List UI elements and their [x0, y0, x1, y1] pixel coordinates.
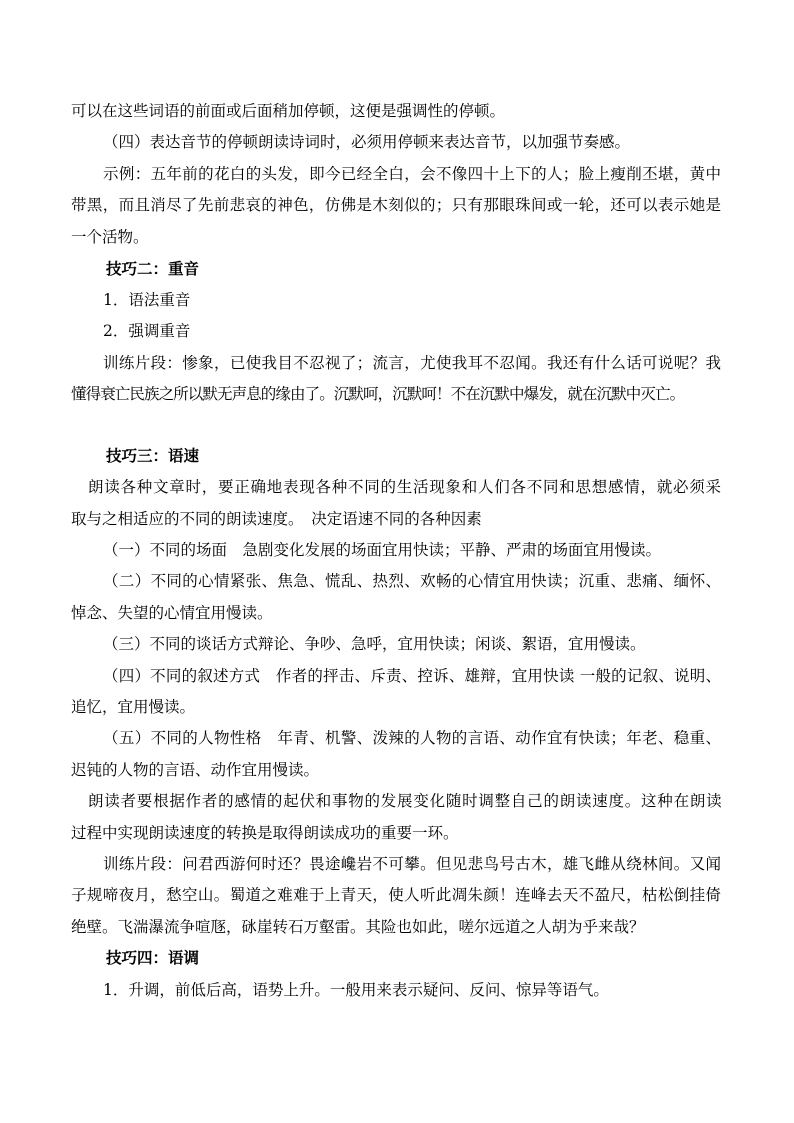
- text-line: （二）不同的心情紧张、焦急、慌乱、热烈、欢畅的心情宜用快读；沉重、悲痛、缅怀、: [103, 572, 721, 590]
- text-line: 可以在这些词语的前面或后面稍加停顿，这便是强调性的停顿。: [71, 102, 506, 120]
- text-line: 一个活物。: [71, 228, 149, 246]
- text-line: 懂得衰亡民族之所以默无声息的缘由了。沉默呵，沉默呵！不在沉默中爆发，就在沉默中灭亡。: [71, 385, 685, 403]
- list-item: 2．强调重音: [103, 322, 191, 340]
- list-item: 1．语法重音: [103, 291, 191, 309]
- section-heading: 技巧二：重音: [106, 259, 200, 278]
- text-line: （四）表达音节的停顿朗读诗词时，必须用停顿来表达音节，以加强节奏感。: [103, 133, 631, 151]
- section-heading: 技巧三：语速: [106, 446, 200, 465]
- text-line: （四）不同的叙述方式 作者的抨击、斥责、控诉、雄辩，宜用快读 一般的记叙、说明、: [103, 667, 721, 685]
- list-item: 1．升调，前低后高，语势上升。一般用来表示疑问、反问、惊异等语气。: [103, 981, 609, 999]
- text-line: 子规啼夜月，愁空山。蜀道之难难于上青天，使人听此凋朱颜！连峰去天不盈尺，枯松倒挂倚: [71, 886, 721, 904]
- text-line: 示例：五年前的花白的头发，即今已经全白，会不像四十上下的人；脸上瘦削丕堪，黄中: [103, 165, 721, 183]
- text-line: 绝壁。飞湍瀑流争喧豗，砯崖转石万壑雷。其险也如此，嗟尔远道之人胡为乎来哉？: [71, 918, 645, 936]
- text-line: 追忆，宜用慢读。: [71, 698, 196, 716]
- text-line: 带黑，而且消尽了先前悲哀的神色，仿佛是木刻似的；只有那眼珠间或一轮，还可以表示她是: [71, 196, 721, 214]
- text-line: （三）不同的谈话方式辩论、争吵、急呼，宜用快读；闲谈、絮语，宜用慢读。: [103, 635, 646, 653]
- text-line: 取与之相适应的不同的朗读速度。 决定语速不同的各种因素: [71, 510, 482, 528]
- text-line: （五）不同的人物性格 年青、机警、泼辣的人物的言语、动作宜有快读；年老、稳重、: [103, 729, 721, 747]
- text-line: 训练片段：惨象，已使我目不忍视了；流言，尤使我耳不忍闻。我还有什么话可说呢？我: [103, 354, 721, 372]
- text-line: 悼念、失望的心情宜用慢读。: [71, 604, 273, 622]
- text-line: 朗读者要根据作者的感情的起伏和事物的发展变化随时调整自己的朗读速度。这种在朗读: [88, 792, 721, 810]
- text-line: 朗读各种文章时，要正确地表现各种不同的生活现象和人们各不同和思想感情，就必须采: [88, 478, 721, 496]
- text-line: 迟钝的人物的言语、动作宜用慢读。: [71, 761, 320, 779]
- text-line: （一）不同的场面 急剧变化发展的场面宜用快读；平静、严肃的场面宜用慢读。: [103, 541, 662, 559]
- text-line: 过程中实现朗读速度的转换是取得朗读成功的重要一环。: [71, 824, 459, 842]
- text-line: 训练片段：问君西游何时还？畏途巉岩不可攀。但见悲鸟号古木，雄飞雌从绕林间。又闻: [103, 855, 721, 873]
- section-heading: 技巧四：语调: [106, 948, 200, 967]
